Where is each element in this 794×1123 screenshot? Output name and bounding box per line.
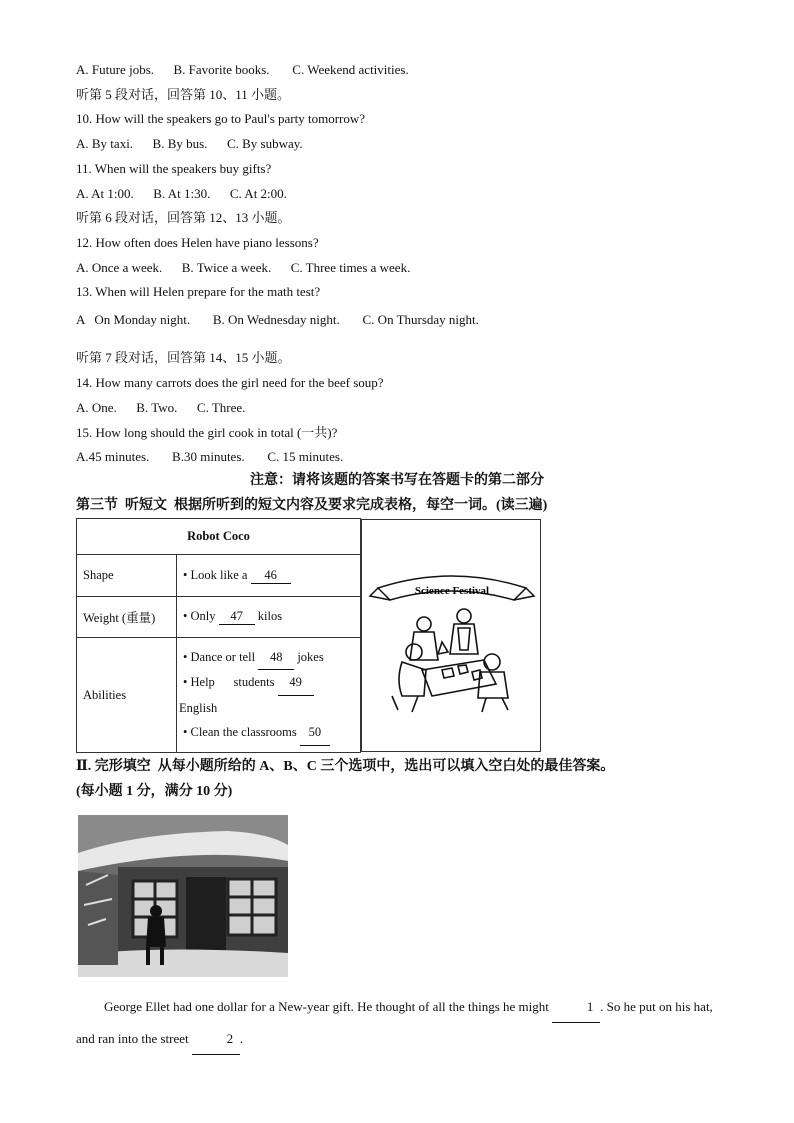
section6-heading: 听第 6 段对话，回答第 12、13 小题。 (76, 210, 291, 225)
winter-house-image (78, 815, 288, 977)
shape-label: Shape (77, 555, 177, 597)
winter-house-photo (78, 815, 288, 977)
science-festival-illustration (362, 520, 542, 753)
question-14: 14. How many carrots does the girl need for the beef soup? (76, 375, 384, 390)
q13-options: A On Monday night. B. On Wednesday night. C. On Thursday night. (76, 312, 479, 327)
ability-2: • Help students 49 English (183, 670, 354, 720)
robot-table (76, 518, 361, 753)
table-title: Robot Coco (77, 519, 361, 555)
ability-1: • Dance or tell 48 jokes (183, 645, 354, 671)
question-10: 10. How will the speakers go to Paul's party tomorrow? (76, 111, 366, 126)
blank-2[interactable]: 2 (192, 1023, 240, 1055)
q10-options: A. By taxi. B. By bus. C. By subway. (76, 136, 303, 151)
weight-cell: • Only 47 kilos (177, 597, 361, 638)
abilities-label: Abilities (77, 638, 177, 753)
blank-50[interactable]: 50 (300, 720, 330, 746)
section3-title: 第三节 听短文 根据所听到的短文内容及要求完成表格，每空一词。(读三遍) (76, 498, 548, 513)
section5-heading: 听第 5 段对话，回答第 10、11 小题。 (76, 87, 291, 102)
question-12: 12. How often does Helen have piano lessons? (76, 235, 319, 250)
banner-text: Science Festival (414, 585, 490, 597)
question-11: 11. When will the speakers buy gifts? (76, 161, 272, 176)
shape-cell: • Look like a 46 (177, 555, 361, 597)
q9-options: A. Future jobs. B. Favorite books. C. Weekend activities. (76, 62, 409, 77)
part2-title-line2: (每小题 1 分，满分 10 分) (76, 784, 233, 799)
question-13: 13. When will Helen prepare for the math test? (76, 284, 321, 299)
blank-46[interactable]: 46 (251, 568, 291, 584)
part2-title-line1: Ⅱ. 完形填空 从每小题所给的 A、B、C 三个选项中，选出可以填入空白处的最佳答案。 (76, 759, 615, 774)
answer-notice: 注意：请将该题的答案书写在答题卡的第二部分 (250, 473, 544, 488)
question-15: 15. How long should the girl cook in total (一共)? (76, 425, 338, 440)
q15-options: A.45 minutes. B.30 minutes. C. 15 minutes. (76, 449, 344, 464)
q12-options: A. Once a week. B. Twice a week. C. Three times a week. (76, 260, 411, 275)
blank-49[interactable]: 49 (278, 670, 314, 696)
section7-heading: 听第 7 段对话，回答第 14、15 小题。 (76, 350, 291, 365)
q14-options: A. One. B. Two. C. Three. (76, 400, 246, 415)
science-festival-figure (361, 519, 541, 752)
q11-options: A. At 1:00. B. At 1:30. C. At 2:00. (76, 186, 287, 201)
blank-1[interactable]: 1 (552, 991, 600, 1023)
blank-48[interactable]: 48 (258, 645, 294, 671)
weight-label: Weight (重量) (77, 597, 177, 638)
abilities-cell (177, 638, 361, 753)
ability-3: • Clean the classrooms 50 (183, 720, 354, 746)
cloze-passage: George Ellet had one dollar for a New-year gift. He thought of all the things he might 1 . So he put on his hat, and ran into the street 2 . (76, 991, 721, 1055)
blank-47[interactable]: 47 (219, 609, 255, 625)
